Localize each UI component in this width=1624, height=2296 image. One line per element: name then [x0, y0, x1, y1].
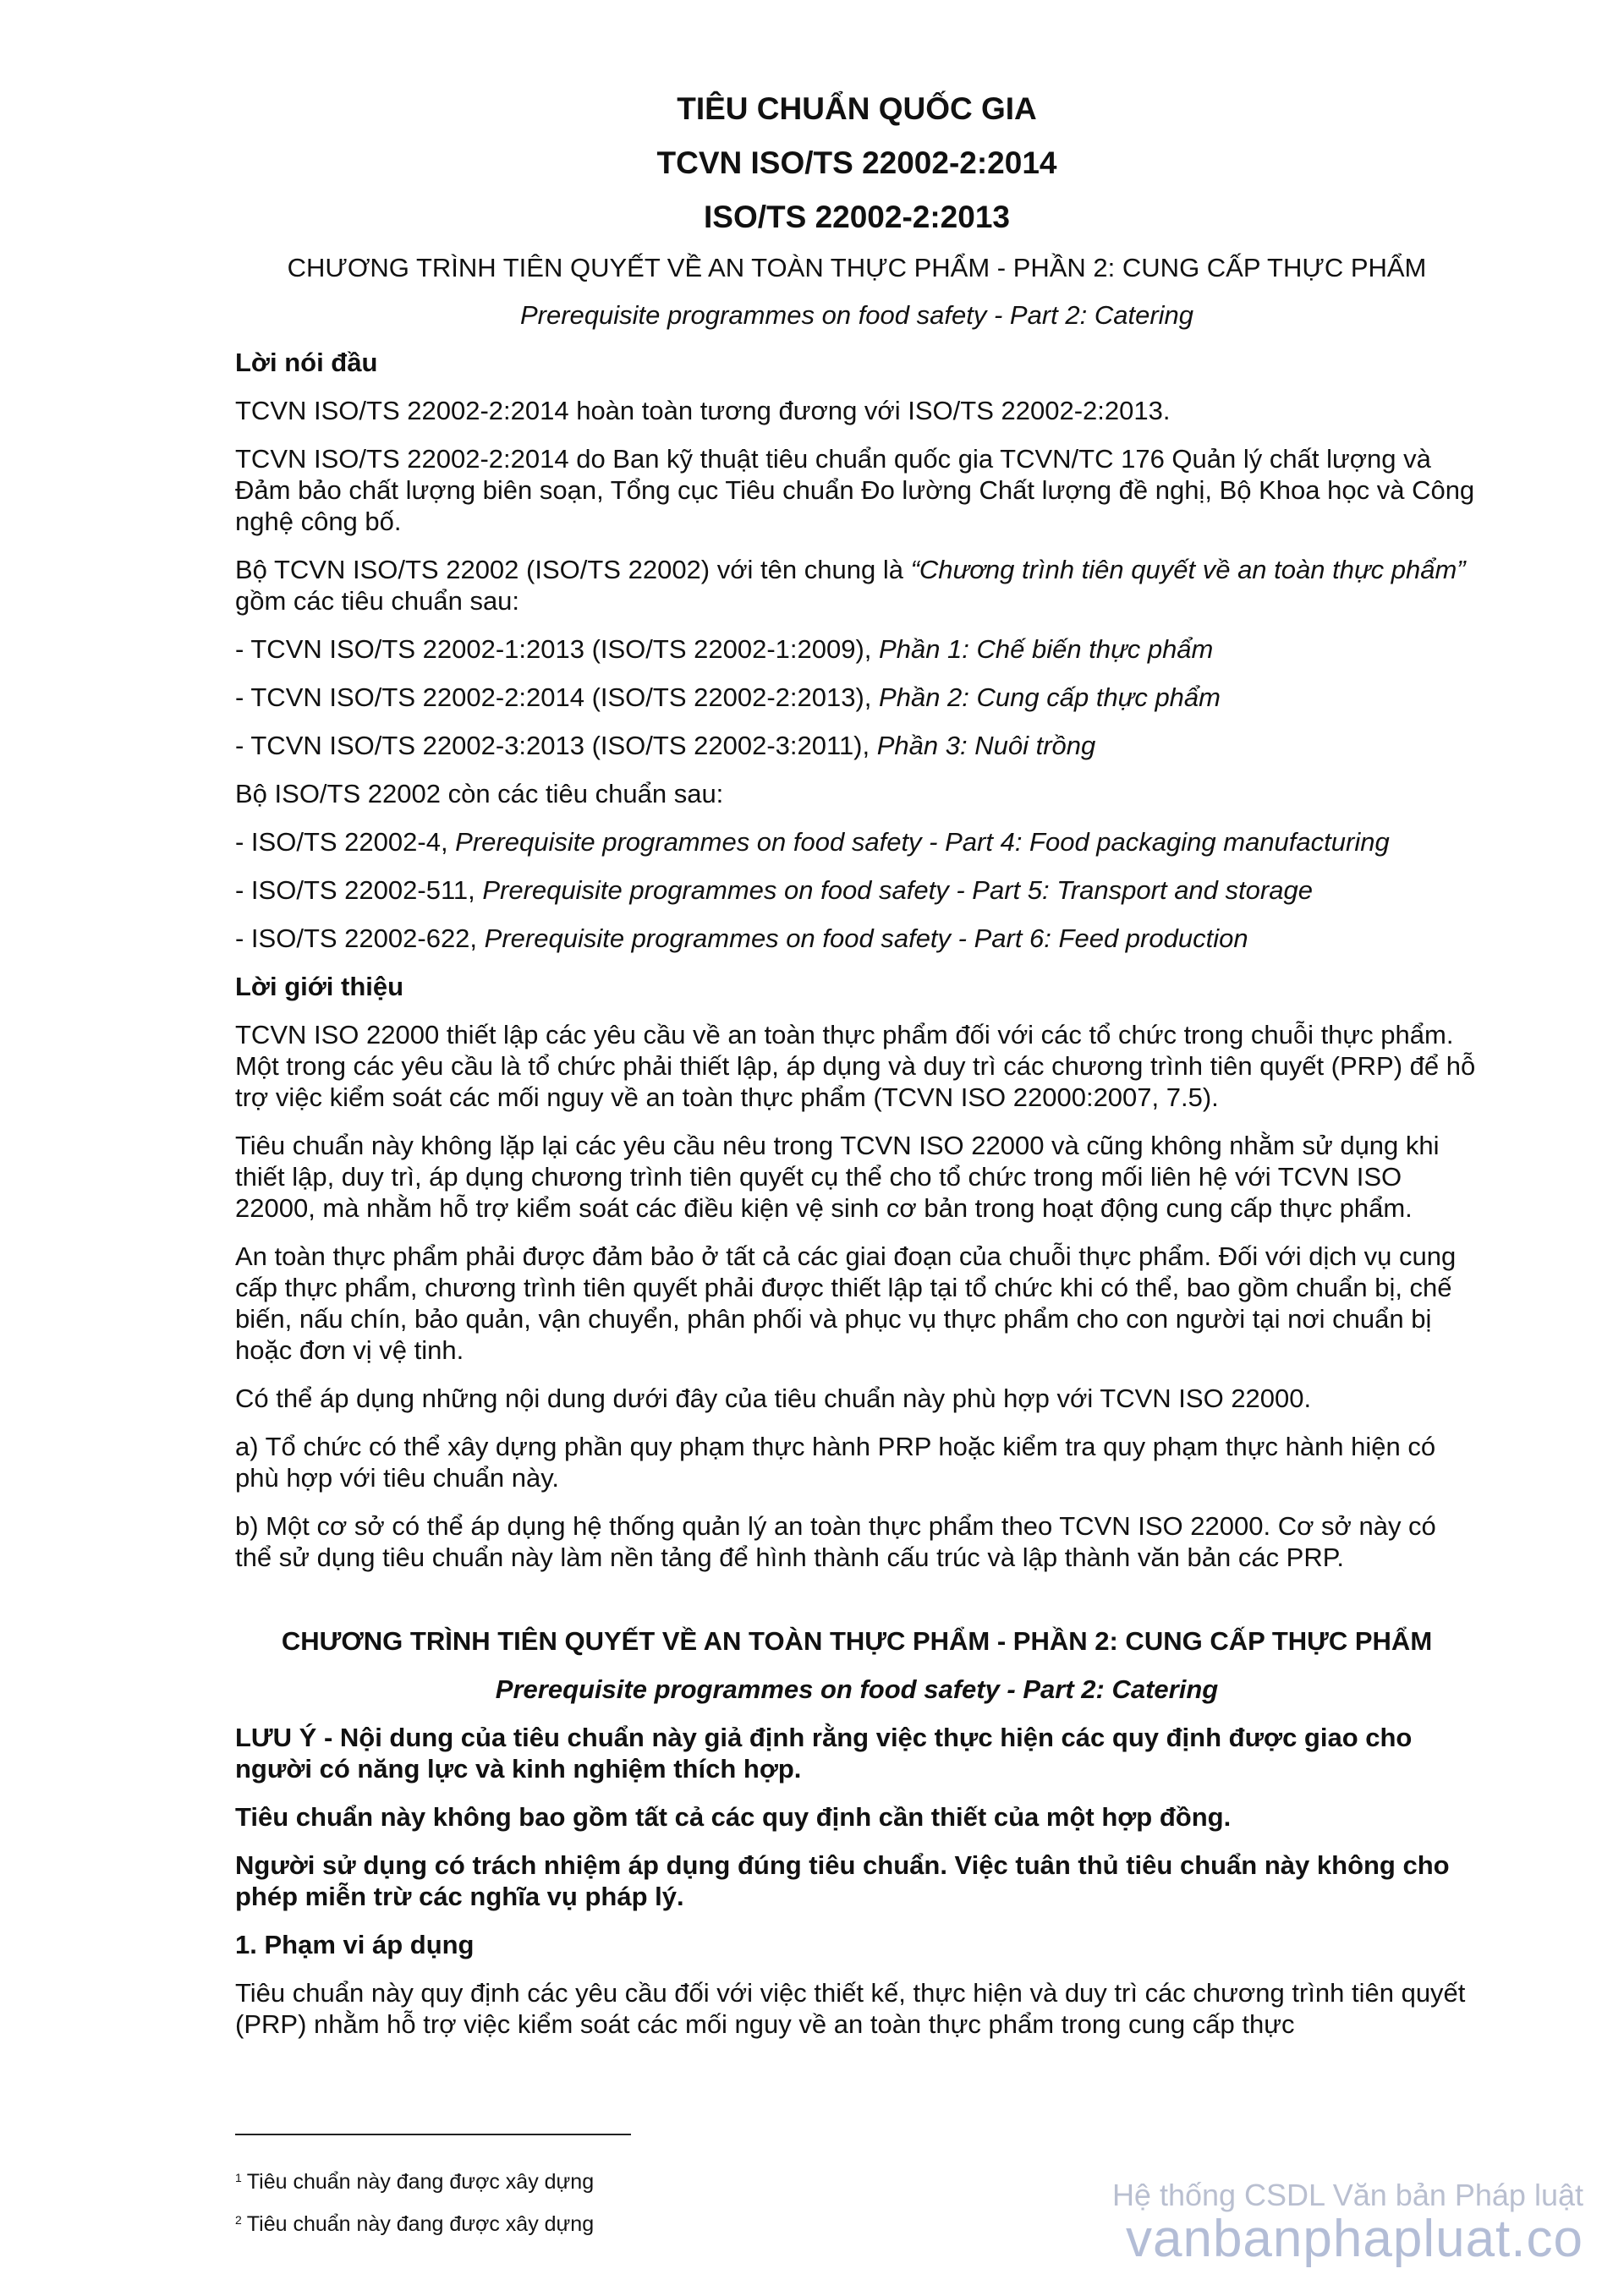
list-item — [235, 633, 1479, 665]
footnote-mark: 2 — [235, 2213, 242, 2227]
introduction-paragraph: TCVN ISO 22000 thiết lập các yêu cầu về an toàn thực phẩm đối với các tổ chức trong chuỗi thực phẩm. Một trong các yêu cầu là tổ chức phải thiết lập, áp dụng và duy trì các chương trình tiên quyết (PRP) để hỗ trợ việc kiểm soát các mối nguy về an toàn thực phẩm (TCVN ISO 22000:2007, 7.5). — [235, 1020, 1476, 1112]
introduction-paragraph: Có thể áp dụng những nội dung dưới đây của tiêu chuẩn này phù hợp với TCVN ISO 22000. — [235, 1384, 1312, 1413]
introduction-heading: Lời giới thiệu — [235, 972, 404, 1001]
foreword-paragraph: TCVN ISO/TS 22002-2:2014 hoàn toàn tương đương với ISO/TS 22002-2:2013. — [235, 396, 1171, 425]
introduction-paragraph: An toàn thực phẩm phải được đảm bảo ở tất cả các giai đoạn của chuỗi thực phẩm. Đối với dịch vụ cung cấp thực phẩm, chương trình tiên quyết phải được thiết lập tại tổ chức khi có thể, bao gồm chuẩn bị, chế biến, nấu chín, bảo quản, vận chuyển, phân phối và phục vụ thực phẩm cho con người tại nơi chuẩn bị hoặc đơn vị vệ tinh. — [235, 1241, 1457, 1365]
standard-title: Phần 1: Chế biến thực phẩm — [879, 634, 1214, 664]
standard-code: - TCVN ISO/TS 22002-2:2014 (ISO/TS 22002-2:2013), — [235, 682, 880, 712]
note-paragraph: Tiêu chuẩn này không bao gồm tất cả các quy định cần thiết của một hợp đồng. — [235, 1802, 1232, 1832]
document-content — [235, 90, 1479, 2057]
standard-code: - TCVN ISO/TS 22002-3:2013 (ISO/TS 22002-3:2011), — [235, 731, 877, 760]
standard-code: - TCVN ISO/TS 22002-1:2013 (ISO/TS 22002-1:2009), — [235, 634, 880, 664]
foreword-paragraph: TCVN ISO/TS 22002-2:2014 do Ban kỹ thuật tiêu chuẩn quốc gia TCVN/TC 176 Quản lý chất lượng và Đảm bảo chất lượng biên soạn, Tổng cục Tiêu chuẩn Đo lường Chất lượng đề nghị, Bộ Khoa học và Công nghệ công bố. — [235, 444, 1475, 536]
introduction-paragraph: Tiêu chuẩn này không lặp lại các yêu cầu nêu trong TCVN ISO 22000 và cũng không nhằm sử dụng khi thiết lập, duy trì, áp dụng chương trình tiên quyết cụ thể cho tổ chức trong mối liên hệ với TCVN ISO 22000, mà nhằm hỗ trợ kiểm soát các điều kiện vệ sinh cơ bản trong hoạt động cung cấp thực phẩm. — [235, 1131, 1440, 1223]
standard-code: - ISO/TS 22002-622, — [235, 923, 485, 953]
footnote — [235, 2207, 594, 2237]
introduction-paragraph: a) Tổ chức có thể xây dựng phần quy phạm thực hành PRP hoặc kiểm tra quy phạm thực hành hiện có phù hợp với tiêu chuẩn này. — [235, 1432, 1436, 1493]
standard-title: Phần 2: Cung cấp thực phẩm — [879, 682, 1221, 712]
standard-title: Prerequisite programmes on food safety - Part 5: Transport and storage — [482, 875, 1313, 905]
note-paragraph: Người sử dụng có trách nhiệm áp dụng đúng tiêu chuẩn. Việc tuân thủ tiêu chuẩn này không cho phép miễn trừ các nghĩa vụ pháp lý. — [235, 1850, 1450, 1911]
watermark-caption: Hệ thống CSDL Văn bản Pháp luật — [1111, 2178, 1583, 2212]
footnote-separator — [235, 2134, 631, 2135]
foreword-paragraph: Bộ ISO/TS 22002 còn các tiêu chuẩn sau: — [235, 779, 724, 808]
text-run: Bộ TCVN ISO/TS 22002 (ISO/TS 22002) với tên chung là — [235, 555, 911, 584]
list-item — [235, 923, 1479, 954]
subtitle-vietnamese: CHƯƠNG TRÌNH TIÊN QUYẾT VỀ AN TOÀN THỰC PHẨM - PHẦN 2: CUNG CẤP THỰC PHẨM — [287, 253, 1427, 282]
footnote-text: Tiêu chuẩn này đang được xây dựng — [246, 2212, 595, 2236]
list-item — [235, 682, 1479, 713]
watermark-domain: vanbanphapluat.co — [1125, 2210, 1583, 2268]
foreword-heading: Lời nói đầu — [235, 348, 378, 377]
foreword-paragraph — [235, 554, 1479, 616]
title-iso-code: ISO/TS 22002-2:2013 — [704, 200, 1010, 234]
standard-title: Phần 3: Nuôi trồng — [876, 731, 1096, 760]
introduction-paragraph: b) Một cơ sở có thể áp dụng hệ thống quản lý an toàn thực phẩm theo TCVN ISO 22000. Cơ sở này có thể sử dụng tiêu chuẩn này làm nền tảng để hình thành cấu trúc và lập thành văn bản các PRP. — [235, 1511, 1436, 1572]
standard-title: Prerequisite programmes on food safety - Part 4: Food packaging manufacturing — [455, 827, 1390, 857]
list-item — [235, 730, 1479, 761]
list-item — [235, 826, 1479, 858]
section-heading: 1. Phạm vi áp dụng — [235, 1930, 475, 1959]
body-title-english: Prerequisite programmes on food safety - Part 2: Catering — [495, 1674, 1219, 1704]
standard-code: - ISO/TS 22002-511, — [235, 875, 483, 905]
text-run-italic: “Chương trình tiên quyết về an toàn thực phẩm” — [910, 555, 1466, 584]
footnote-text: Tiêu chuẩn này đang được xây dựng — [246, 2170, 595, 2194]
title-tcvn-code: TCVN ISO/TS 22002-2:2014 — [656, 145, 1057, 180]
section-paragraph: Tiêu chuẩn này quy định các yêu cầu đối với việc thiết kế, thực hiện và duy trì các chương trình tiên quyết (PRP) nhằm hỗ trợ việc kiểm soát các mối nguy về an toàn thực phẩm trong cung cấp thực — [235, 1978, 1466, 2039]
standard-title: Prerequisite programmes on food safety - Part 6: Feed production — [484, 923, 1248, 953]
text-run: gồm các tiêu chuẩn sau: — [235, 586, 520, 616]
note-paragraph: LƯU Ý - Nội dung của tiêu chuẩn này giả định rằng việc thực hiện các quy định được giao cho người có năng lực và kinh nghiệm thích hợp. — [235, 1723, 1413, 1784]
standard-code: - ISO/TS 22002-4, — [235, 827, 456, 857]
footnote — [235, 2165, 594, 2195]
footnote-mark: 1 — [235, 2171, 242, 2184]
body-title-vietnamese: CHƯƠNG TRÌNH TIÊN QUYẾT VỀ AN TOÀN THỰC PHẨM - PHẦN 2: CUNG CẤP THỰC PHẨM — [281, 1626, 1433, 1656]
subtitle-english: Prerequisite programmes on food safety - Part 2: Catering — [519, 300, 1194, 330]
title-national-standard: TIÊU CHUẨN QUỐC GIA — [677, 91, 1037, 126]
list-item — [235, 874, 1479, 906]
